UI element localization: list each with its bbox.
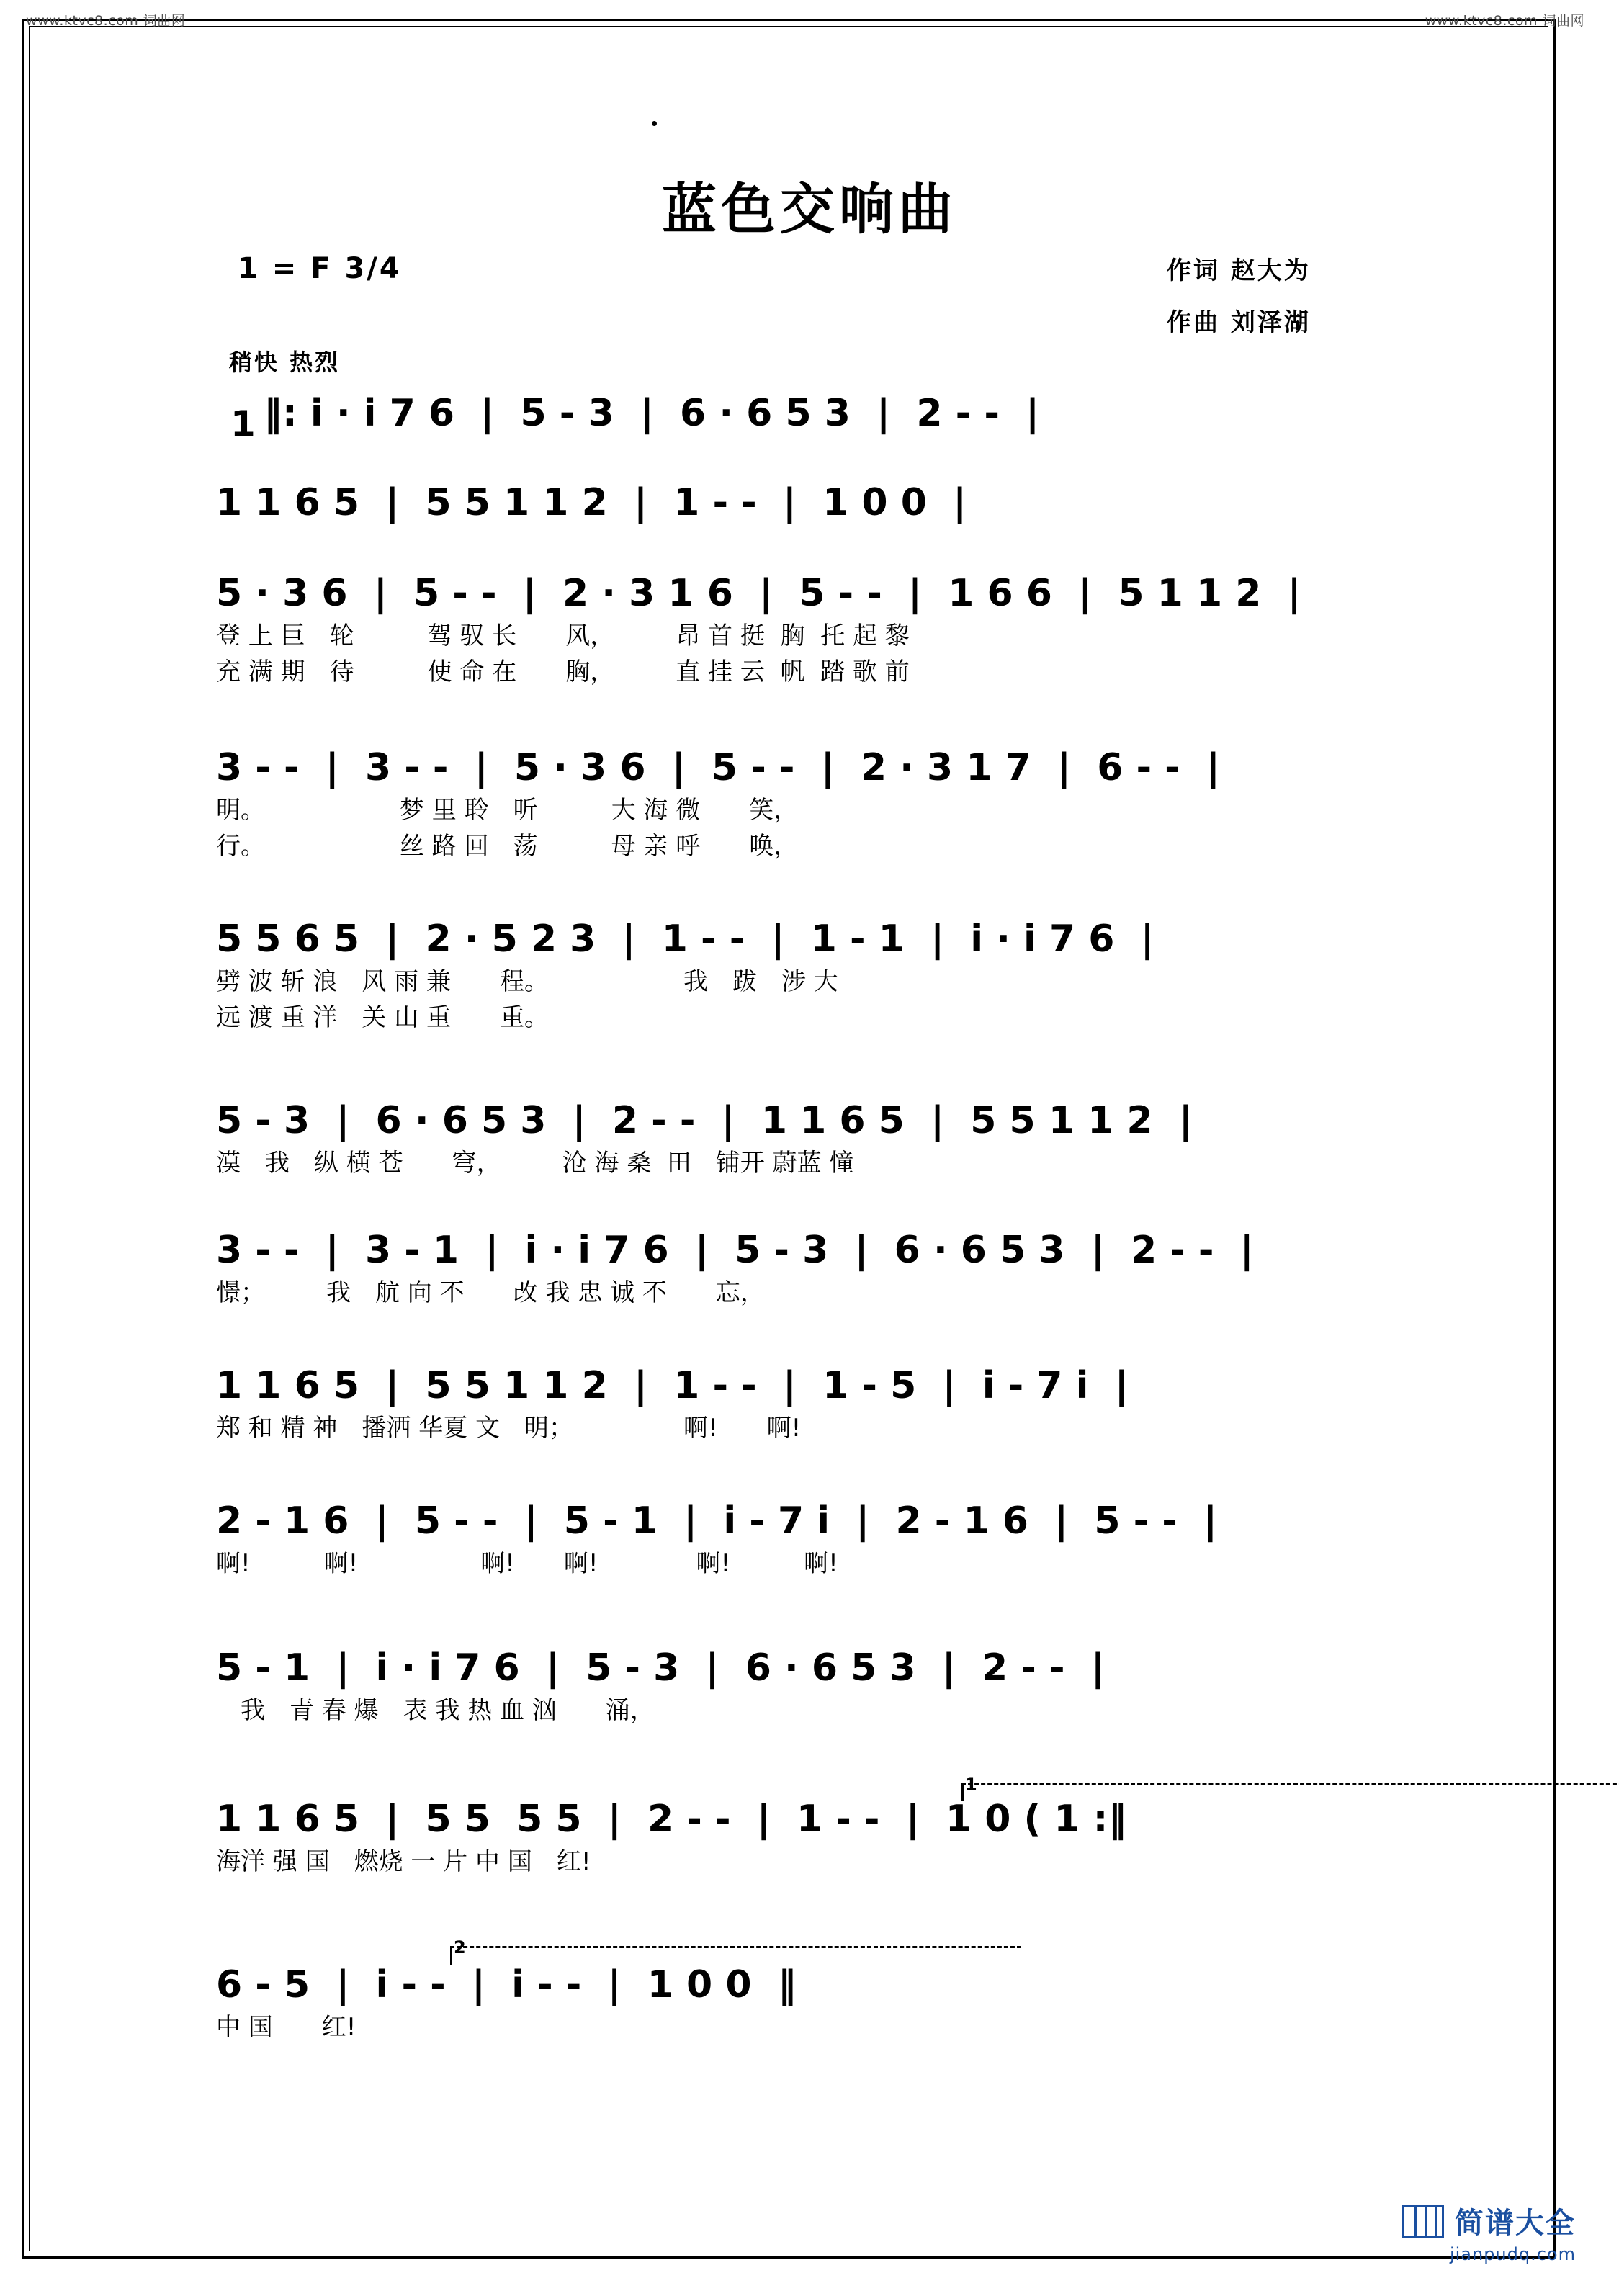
system-11 [216, 1775, 1412, 1876]
system-6 [216, 1099, 1412, 1178]
composer-credit: 作曲 刘泽湖 [1167, 308, 1311, 337]
system-9-notes: 2 - 1 6 | 5 - - | 5 - 1 | i - 7 i | 2 - 1 6 | 5 - - | [216, 1499, 1218, 1543]
system-3-lyrics-verse2: 充 满 期 待 使 命 在 胸， 直 挂 云 帆 踏 歌 前 [216, 658, 910, 686]
system-8-notes: 1 1 6 5 | 5 5 1 1 2 | 1 - - | 1 - 5 | i - 7 i | [216, 1364, 1129, 1407]
ending-bracket-1 [961, 1783, 1619, 1801]
system-7-notes: 3 - - | 3 - 1 | i · i 7 6 | 5 - 3 | 6 · 6 5 3 | 2 - - | [216, 1229, 1254, 1272]
system-2 [216, 481, 1412, 524]
ending-bracket-1-label: 1 [965, 1775, 977, 1795]
system-7-lyrics-verse1: 憬； 我 航 向 不 改 我 忠 诚 不 忘， [216, 1278, 765, 1307]
system-10-notes: 5 - 1 | i · i 7 6 | 5 - 3 | 6 · 6 5 3 | 2 - - | [216, 1646, 1105, 1690]
ending-bracket-2-label: 2 [454, 1937, 466, 1958]
system-1 [216, 392, 1412, 435]
watermark-top-right: www.ktvc8.com 词曲网 [1425, 13, 1584, 29]
ending-bracket-2 [450, 1946, 1021, 1965]
system-8 [216, 1364, 1412, 1443]
system-11-notes: 1 1 6 5 | 5 5 5 5 | 2 - - | 1 - - | 1 0 ( 1 :‖ [216, 1798, 1127, 1841]
system-12 [216, 1937, 1412, 2042]
site-logo-text: 简谱大全 [1455, 2207, 1576, 2240]
watermark-top-left: www.ktvc8.com 词曲网 [26, 13, 186, 29]
system-5-lyrics-verse2: 远 渡 重 洋 关 山 重 重。 [216, 1003, 550, 1032]
system-9 [216, 1499, 1412, 1578]
measure-number: 1 [230, 403, 256, 445]
system-5 [216, 920, 1412, 1030]
system-12-notes: 6 - 5 | i - - | i - - | 1 0 0 ‖ [216, 1963, 797, 2006]
system-6-notes: 5 - 3 | 6 · 6 5 3 | 2 - - | 1 1 6 5 | 5 5 1 1 2 | [216, 1099, 1193, 1142]
system-11-lyrics-verse1: 海洋 强 国 燃烧 一 片 中 国 红! [216, 1847, 591, 1876]
system-3 [216, 572, 1412, 686]
system-6-lyrics-verse1: 漠 我 纵 横 苍 穹， 沧 海 桑 田 铺开 蔚蓝 憧 [216, 1149, 854, 1178]
system-10-lyrics-verse1: 我 青 春 爆 表 我 热 血 汹 涌， [216, 1696, 655, 1725]
system-8-lyrics-verse1: 郑 和 精 神 播洒 华夏 文 明； 啊! 啊! [216, 1414, 802, 1443]
system-4-lyrics-verse1: 明。 梦 里 聆 听 大 海 微 笑， [216, 796, 799, 825]
piano-keys-icon [1402, 2205, 1444, 2238]
tempo-marking: 稍快 热烈 [229, 349, 341, 376]
key-signature: 1 = F 3/4 [238, 252, 402, 285]
system-3-notes: 5 · 3 6 | 5 - - | 2 · 3 1 6 | 5 - - | 1 6 6 | 5 1 1 2 | [216, 572, 1301, 615]
system-2-notes: 1 1 6 5 | 5 5 1 1 2 | 1 - - | 1 0 0 | [216, 481, 967, 524]
system-10 [216, 1646, 1412, 1725]
system-5-lyrics-verse1: 劈 波 斩 浪 风 雨 兼 程。 我 跋 涉 大 [216, 967, 838, 996]
system-1-notes: ‖: i · i 7 6 | 5 - 3 | 6 · 6 5 3 | 2 - - | [264, 392, 1040, 435]
site-logo[interactable] [1402, 2200, 1576, 2264]
system-5-notes: 5 5 6 5 | 2 · 5 2 3 | 1 - - | 1 - 1 | i · i 7 6 | [216, 918, 1154, 961]
system-9-lyrics-verse1: 啊! 啊! 啊! 啊! 啊! 啊! [216, 1549, 838, 1578]
system-3-lyrics-verse1: 登 上 巨 轮 驾 驭 长 风， 昂 首 挺 胸 托 起 黎 [216, 622, 910, 650]
system-4-notes: 3 - - | 3 - - | 5 · 3 6 | 5 - - | 2 · 3 1 7 | 6 - - | [216, 746, 1220, 789]
page-title: 蓝色交响曲 [662, 177, 957, 241]
system-4 [216, 746, 1412, 861]
site-logo-url: jianpudq.com [1449, 2244, 1576, 2264]
system-4-lyrics-verse2: 行。 丝 路 回 荡 母 亲 呼 唤， [216, 832, 799, 861]
system-7 [216, 1229, 1412, 1307]
system-12-lyrics-verse1: 中 国 红! [216, 2013, 356, 2042]
lyricist-credit: 作词 赵大为 [1167, 256, 1311, 285]
title-decoration-dot [652, 121, 657, 126]
